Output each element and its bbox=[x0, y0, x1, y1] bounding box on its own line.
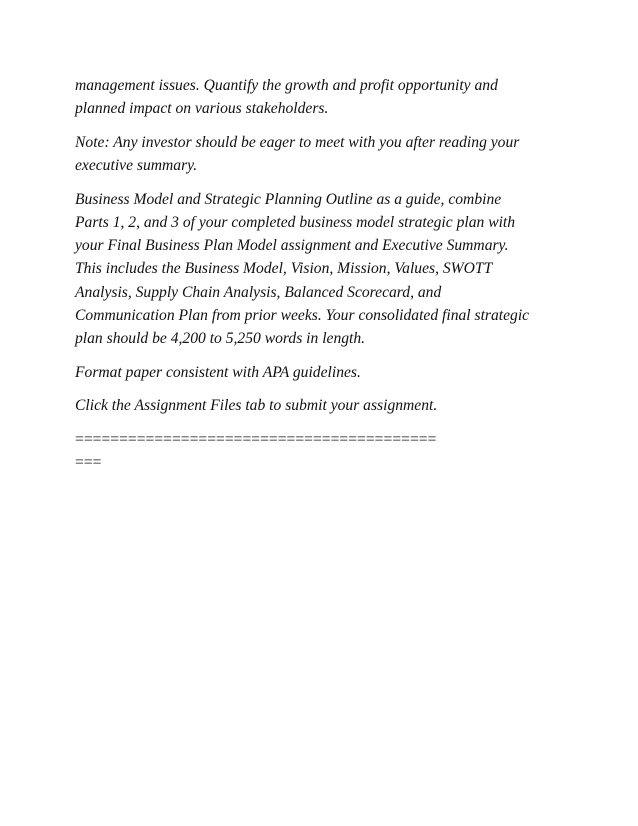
paragraph-submit-instructions: Click the Assignment Files tab to submit your assignment. bbox=[75, 397, 438, 415]
separator-line: ========================================= === bbox=[75, 431, 437, 472]
paragraph-business-model-outline: Business Model and Strategic Planning Outline as a guide, combine Parts 1, 2, and 3 of your completed business model strategic plan with your Final Business Plan Model assignment and Executive Summary. This includes the Business Model, Vision, Mission, Values, SWOTT Analysis, Supply Chain Analysis, Balanced Scorecard, and Communication Plan from prior weeks. Your consolidated final strategic plan should be 4,200 to 5,250 words in length. bbox=[75, 190, 530, 348]
paragraph-apa-format: Format paper consistent with APA guidelines. bbox=[75, 363, 361, 381]
paragraph-investor-note: Note: Any investor should be eager to meet with you after reading your executive summary. bbox=[75, 133, 520, 175]
document-body bbox=[75, 74, 575, 475]
paragraph-management-issues: management issues. Quantify the growth and profit opportunity and planned impact on various stakeholders. bbox=[75, 77, 498, 118]
